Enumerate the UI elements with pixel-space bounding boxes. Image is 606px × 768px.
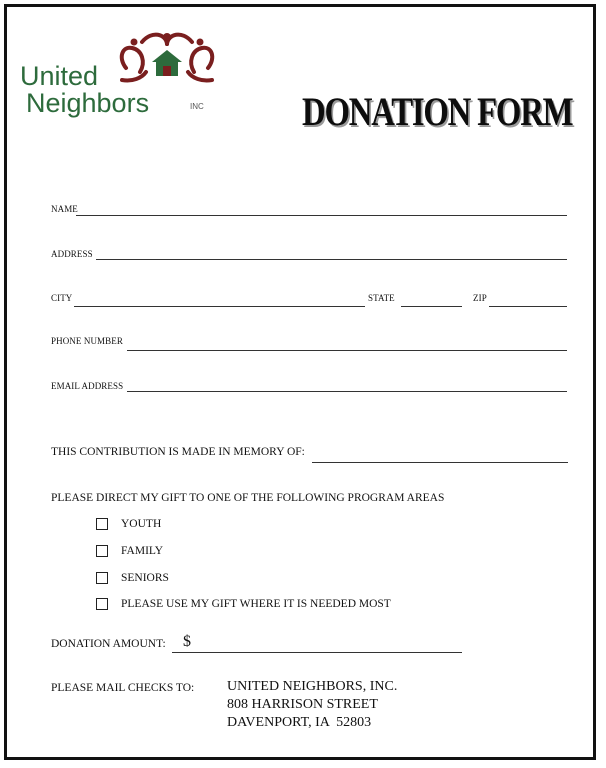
needed-most-checkbox[interactable] [96,598,108,610]
program-prompt: PLEASE DIRECT MY GIFT TO ONE OF THE FOLLOWING PROGRAM AREAS [51,492,445,504]
family-label: FAMILY [121,545,164,557]
currency-symbol: $ [183,633,191,650]
zip-label: ZIP [473,293,487,303]
memory-field[interactable] [312,450,568,463]
logo-line1: United [20,61,99,91]
state-field[interactable] [401,294,462,307]
logo [20,28,220,128]
mail-label: PLEASE MAIL CHECKS TO: [51,682,195,694]
donation-label: DONATION AMOUNT: [51,638,166,650]
state-label: STATE [368,293,395,303]
email-field[interactable] [127,379,567,392]
needed-most-label: PLEASE USE MY GIFT WHERE IT IS NEEDED MOST [121,598,391,610]
email-label: EMAIL ADDRESS [51,381,124,391]
mail-line2: 808 HARRISON STREET [227,697,378,712]
name-label: NAME [51,204,78,214]
phone-field[interactable] [127,338,567,351]
donation-amount-field[interactable] [172,640,462,653]
city-label: CITY [51,293,73,303]
seniors-checkbox[interactable] [96,572,108,584]
page-title: DONATION FORM [302,89,573,134]
memory-label: THIS CONTRIBUTION IS MADE IN MEMORY OF: [51,446,305,458]
youth-label: YOUTH [121,518,162,530]
mail-line3: DAVENPORT, IA 52803 [227,715,372,730]
city-field[interactable] [74,294,365,307]
logo-suffix: INC [190,102,204,111]
logo-line2: Neighbors [26,88,150,118]
youth-checkbox[interactable] [96,518,108,530]
mail-line1: UNITED NEIGHBORS, INC. [227,679,398,694]
family-checkbox[interactable] [96,545,108,557]
address-label: ADDRESS [51,249,93,259]
seniors-label: SENIORS [121,572,169,584]
logo-figures-icon [112,28,222,90]
name-field[interactable] [76,203,567,216]
address-field[interactable] [96,247,567,260]
zip-field[interactable] [489,294,567,307]
phone-label: PHONE NUMBER [51,336,123,346]
